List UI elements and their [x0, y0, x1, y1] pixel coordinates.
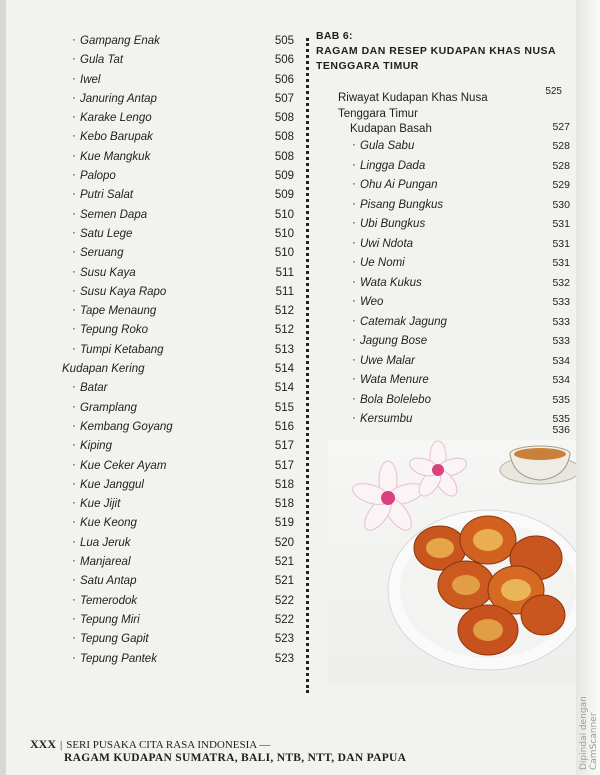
toc-entry-page: 510 [274, 227, 294, 240]
toc-entry-label: Ue Nomi [360, 257, 405, 269]
toc-entry-page: 531 [552, 237, 570, 250]
toc-entry-page: 520 [274, 536, 294, 549]
toc-entry [316, 393, 578, 413]
toc-entry [316, 334, 578, 354]
toc-entry-page: 536 [552, 423, 570, 436]
bullet-icon: · [352, 412, 356, 424]
toc-entry-label: Kue Janggul [80, 478, 144, 491]
bullet-icon: · [72, 555, 76, 568]
toc-entry-label: Kiping [80, 440, 112, 453]
page-footer [30, 737, 407, 764]
bullet-icon: · [72, 130, 76, 143]
toc-entry-label: Kembang Goyang [80, 420, 173, 433]
toc-entry [58, 322, 294, 341]
toc-entry-page: 508 [274, 150, 294, 163]
bullet-icon: · [72, 574, 76, 587]
toc-entry [58, 303, 294, 322]
toc-entry-label: Lingga Dada [360, 159, 426, 172]
toc-entry [316, 354, 578, 374]
bullet-icon: · [72, 207, 76, 220]
toc-entry [316, 217, 578, 237]
bullet-icon: · [72, 439, 76, 452]
toc-entry-page: 512 [274, 324, 294, 337]
toc-entry-page: 522 [274, 613, 294, 626]
toc-entry [58, 207, 294, 226]
toc-entry-label: Tape Menaung [80, 305, 157, 318]
toc-entry-label: Tepung Pantek [80, 652, 157, 665]
toc-entry-label: Kue Mangkuk [80, 150, 151, 163]
bullet-icon: · [72, 226, 76, 239]
toc-entry [316, 315, 578, 335]
toc-entry-label: Putri Salat [80, 189, 134, 202]
toc-right-column [316, 30, 578, 451]
toc-entry-label: Tepung Gapit [80, 633, 149, 646]
plate-of-cakes-icon [388, 510, 580, 670]
toc-entry-page: 511 [275, 266, 294, 279]
toc-entry-page: 519 [274, 517, 294, 530]
bullet-icon: · [352, 236, 356, 249]
bullet-icon: · [72, 381, 76, 394]
teacup-icon [500, 446, 580, 484]
bullet-icon: · [352, 295, 356, 307]
toc-entry-label: Temerodok [80, 594, 138, 607]
toc-entry-page: 535 [552, 393, 570, 406]
toc-entry-page: 517 [274, 459, 294, 472]
toc-entry-page: 514 [274, 363, 294, 376]
toc-entry [316, 295, 578, 315]
toc-entry [58, 245, 294, 264]
bullet-icon: · [72, 53, 76, 66]
bullet-icon: · [72, 111, 76, 124]
toc-entry [58, 612, 294, 631]
toc-entry-page: 508 [274, 131, 294, 144]
toc-entry-page: 509 [274, 170, 294, 183]
toc-entry-label: Kudapan Kering [62, 363, 145, 376]
toc-entry-label: Susu Kaya [80, 266, 136, 279]
toc-entry [58, 593, 294, 612]
toc-entry [58, 515, 294, 534]
toc-entry [58, 438, 294, 457]
toc-entry-page: 518 [274, 478, 294, 491]
toc-entry [316, 178, 578, 198]
toc-entry-page: 530 [552, 198, 570, 211]
toc-entry-label: Tepung Roko [80, 324, 148, 337]
toc-entry [58, 284, 294, 303]
toc-entry-label: Uwi Ndota [360, 237, 414, 250]
toc-entry-label: Catemak Jagung [360, 315, 447, 328]
bullet-icon: · [72, 72, 76, 85]
toc-entry-page: 533 [552, 296, 570, 308]
toc-entry-label: Uwe Malar [360, 354, 415, 367]
toc-entry-label: Weo [360, 296, 384, 308]
bullet-icon: · [352, 139, 356, 151]
toc-entry-label: Tepung Miri [80, 613, 140, 626]
toc-entry [58, 33, 294, 52]
toc-entry-page: 514 [274, 382, 294, 395]
book-subtitle: RAGAM KUDAPAN SUMATRA, BALI, NTB, NTT, DAN PAPUA [64, 752, 407, 764]
toc-entry-page: 515 [274, 401, 294, 414]
toc-entry-label: Gula Sabu [360, 140, 415, 152]
toc-entry [58, 554, 294, 573]
chapter-label: BAB 6: [316, 30, 353, 42]
bullet-icon: · [72, 34, 76, 46]
bullet-icon: · [72, 516, 76, 529]
toc-entry-page: 528 [552, 159, 570, 172]
toc-subsection-label: Kudapan Basah [350, 123, 432, 135]
toc-entry-label: Ohu Ai Pungan [360, 179, 438, 191]
scanner-watermark: Dipindai dengan CamScanner [579, 696, 599, 770]
bullet-icon: · [352, 256, 356, 268]
toc-entry-label: Kersumbu [360, 413, 413, 425]
toc-entry [58, 187, 294, 206]
toc-entry-label: Gampang Enak [80, 35, 160, 47]
bullet-icon: · [352, 178, 356, 190]
bullet-icon: · [72, 169, 76, 182]
book-page [6, 0, 576, 775]
toc-entry-label: Wata Menure [360, 374, 429, 386]
toc-entry-label: Gramplang [80, 401, 137, 414]
bullet-icon: · [72, 632, 76, 645]
toc-entry-page: 534 [552, 354, 570, 367]
toc-entry-label: Lua Jeruk [80, 536, 131, 549]
toc-entry-page: 508 [274, 112, 294, 125]
toc-entry-page: 517 [274, 440, 294, 453]
toc-entry-page: 513 [274, 343, 294, 356]
toc-entry-label: Pisang Bungkus [360, 198, 444, 211]
bullet-icon: · [352, 392, 356, 405]
toc-left-column [58, 33, 294, 670]
toc-entry-label: Seruang [80, 247, 124, 260]
toc-entry [316, 256, 578, 276]
bullet-icon: · [72, 91, 76, 104]
toc-entry-page: 518 [274, 498, 294, 511]
toc-entry-page: 523 [274, 633, 294, 646]
toc-entry [58, 535, 294, 554]
bullet-icon: · [72, 400, 76, 413]
bullet-icon: · [72, 342, 76, 355]
toc-entry-page: 510 [274, 208, 294, 221]
toc-entry-label: Kue Ceker Ayam [80, 459, 167, 472]
bullet-icon: · [72, 419, 76, 432]
bullet-icon: · [72, 593, 76, 606]
bullet-icon: · [72, 304, 76, 317]
chapter-title: RAGAM DAN RESEP KUDAPAN KHAS NUSA TENGGARA TIMUR [316, 45, 556, 72]
toc-entry [316, 237, 578, 257]
toc-entry-label: Palopo [80, 170, 116, 183]
toc-entry [58, 342, 294, 361]
toc-entry [58, 129, 294, 148]
bullet-icon: · [72, 477, 76, 490]
page-numeral: XXX [30, 737, 56, 751]
bullet-icon: · [72, 535, 76, 548]
toc-entry-page: 525 [545, 86, 562, 97]
bullet-icon: · [352, 373, 356, 385]
column-divider [306, 38, 309, 693]
toc-entry-label: Semen Dapa [80, 208, 148, 221]
toc-entry-page: 521 [274, 556, 294, 569]
toc-entry-page: 534 [552, 374, 570, 386]
toc-entry-label: Satu Antap [80, 575, 137, 588]
toc-entry-page: 531 [552, 218, 570, 230]
bullet-icon: · [72, 458, 76, 471]
toc-entry-label: Susu Kaya Rapo [80, 285, 167, 298]
bullet-icon: · [72, 323, 76, 336]
toc-entry-page: 521 [274, 575, 294, 588]
toc-entry [58, 380, 294, 399]
toc-subsection [58, 361, 294, 380]
toc-entry [316, 373, 578, 393]
toc-entry-page: 522 [274, 594, 294, 607]
toc-subsection [316, 120, 578, 139]
toc-entry [58, 458, 294, 477]
toc-entry-label: Tumpi Ketabang [80, 343, 164, 356]
toc-entry-label: Jagung Bose [360, 335, 428, 347]
bullet-icon: · [72, 188, 76, 201]
toc-entry [316, 159, 578, 179]
toc-entry [58, 419, 294, 438]
toc-entry-label: Gula Tat [80, 54, 124, 67]
toc-entry-label: Kebo Barupak [80, 131, 153, 144]
toc-entry [58, 496, 294, 515]
bullet-icon: · [72, 284, 76, 297]
toc-entry-page: 535 [552, 413, 570, 425]
bullet-icon: · [72, 612, 76, 625]
toc-entry-page: 531 [552, 257, 570, 269]
bullet-icon: · [352, 217, 356, 229]
bullet-icon: · [72, 497, 76, 510]
toc-entry-page: 529 [552, 179, 570, 191]
toc-entry-label: Wata Kukus [360, 276, 422, 289]
toc-entry-label: Januring Antap [80, 92, 157, 105]
toc-entry-page: 528 [552, 140, 570, 152]
toc-entry-page: 533 [552, 335, 570, 347]
toc-entry-page: 532 [552, 276, 570, 289]
toc-entry-page: 512 [274, 305, 294, 318]
toc-entry [316, 198, 578, 218]
toc-entry [58, 91, 294, 110]
bullet-icon: · [352, 353, 356, 366]
toc-entry-label: Batar [80, 382, 108, 395]
bullet-icon: · [72, 149, 76, 162]
toc-entry [316, 412, 578, 432]
toc-entry-page: 516 [274, 420, 294, 433]
toc-entry-label: Kue Keong [80, 517, 137, 530]
toc-entry-page: 533 [552, 315, 570, 328]
toc-entry [58, 573, 294, 592]
toc-entry [58, 168, 294, 187]
toc-subsection-page: 527 [552, 121, 570, 133]
toc-entry [58, 477, 294, 496]
toc-entry [58, 110, 294, 129]
toc-entry-page: 505 [274, 35, 294, 47]
toc-entry-page: 509 [274, 189, 294, 202]
toc-entry [58, 651, 294, 670]
bullet-icon: · [352, 275, 356, 288]
bullet-icon: · [352, 314, 356, 327]
toc-entry [316, 139, 578, 159]
toc-entry-page: 507 [274, 92, 294, 105]
footer-separator: | [60, 739, 63, 751]
toc-entry [58, 631, 294, 650]
toc-entry-history [316, 88, 578, 120]
toc-entry [58, 226, 294, 245]
series-title: SERI PUSAKA CITA RASA INDONESIA — [66, 739, 271, 751]
toc-entry [58, 149, 294, 168]
toc-entry-label: Kue Jijit [80, 498, 121, 511]
toc-entry [316, 276, 578, 296]
bullet-icon: · [352, 197, 356, 210]
toc-entry-label: Manjareal [80, 556, 131, 569]
bullet-icon: · [72, 246, 76, 259]
bullet-icon: · [352, 158, 356, 171]
toc-right-list [316, 139, 578, 451]
toc-entry [58, 52, 294, 71]
toc-entry-page: 510 [274, 247, 294, 260]
toc-entry-page: 506 [274, 73, 294, 86]
toc-entry-label: Bola Bolelebo [360, 393, 431, 406]
toc-entry-page: 523 [274, 652, 294, 665]
toc-entry-page: 511 [275, 285, 294, 298]
bullet-icon: · [72, 265, 76, 278]
bullet-icon: · [352, 334, 356, 346]
toc-entry [58, 265, 294, 284]
bullet-icon: · [72, 651, 76, 664]
toc-entry-label: Iwel [80, 73, 101, 86]
toc-entry-label: Karake Lengo [80, 112, 152, 125]
food-illustration [328, 440, 580, 685]
toc-entry [58, 400, 294, 419]
food-photo [328, 440, 580, 685]
toc-entry [58, 72, 294, 91]
toc-entry-label: Ubi Bungkus [360, 218, 426, 230]
toc-entry-label: Satu Lege [80, 227, 133, 240]
toc-entry-label: Riwayat Kudapan Khas Nusa Tenggara Timur [338, 92, 488, 120]
toc-entry-page: 506 [274, 54, 294, 67]
